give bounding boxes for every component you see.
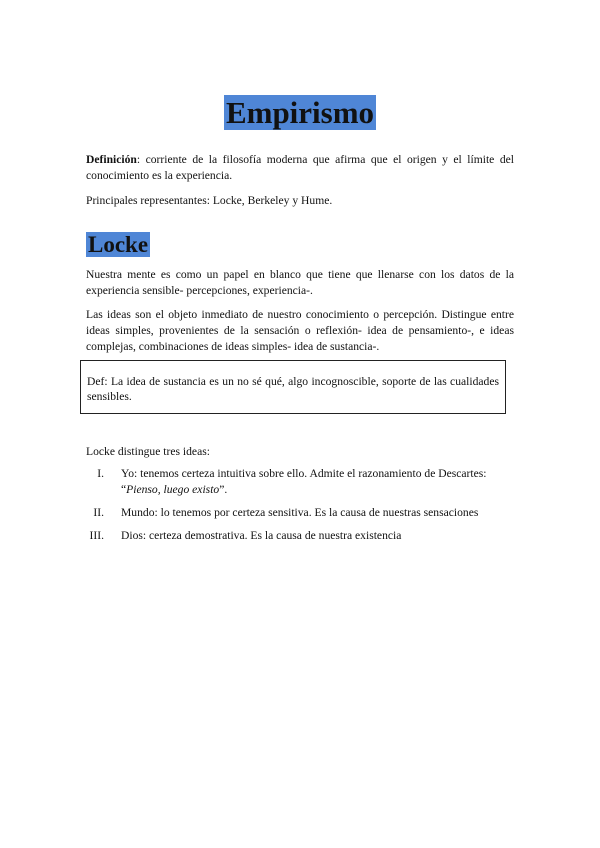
list-item [86,466,516,498]
definition-paragraph [86,152,514,184]
mind-paragraph: Nuestra mente es como un papel en blanco que tiene que llenarse con los datos de la experiencia sensible- percepciones, experiencia-. [86,268,514,297]
list-item-text: Dios: certeza demostrativa. Es la causa de nuestra existencia [121,529,402,542]
section-heading [86,231,150,259]
definition-box-text: Def: La idea de sustancia es un no sé qué, algo incognoscible, soporte de las cualidades sensibles. [87,375,499,403]
list-item-quote-tail: ”. [219,483,228,496]
list-item-number: III. [89,529,104,542]
document-title [0,96,600,130]
definition-term: Definición [86,153,137,166]
document-title-text: Empirismo [225,95,375,130]
ideas-paragraph: Las ideas son el objeto inmediato de nuestro conocimiento o percepción. Distingue entre ideas simples, provenientes de la sensación o reflexión- idea de pensamiento-, e ideas complejas, combinaciones de ideas simples- idea de sustancia-. [86,308,514,353]
list-item-number: I. [97,467,104,480]
representatives-paragraph: Principales representantes: Locke, Berkeley y Hume. [86,194,333,207]
list-item-text: Mundo: lo tenemos por certeza sensitiva. Es la causa de nuestras sensaciones [121,506,479,519]
definition-box [80,360,506,414]
list-item-text-main: Yo: tenemos certeza intuitiva sobre ello. Admite el razonamiento de Descartes: “ [121,467,487,496]
list-item [86,528,516,544]
definition-text: : corriente de la filosofía moderna que afirma que el origen y el límite del conocimiento es la experiencia. [86,153,514,182]
section-heading-text: Locke [88,232,149,257]
list-item-text [121,466,516,498]
list-item-number: II. [93,506,104,519]
list-item-quote: Pienso, luego existo [126,483,220,496]
list-item [86,505,516,521]
list-intro: Locke distingue tres ideas: [86,445,210,458]
